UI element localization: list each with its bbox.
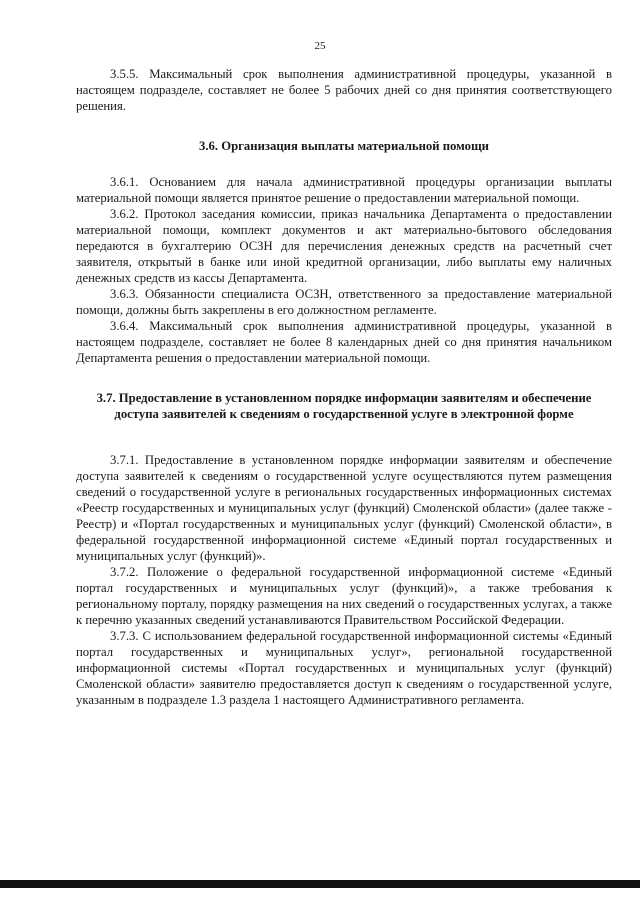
section-heading-3-7: 3.7. Предоставление в установленном порядке информации заявителям и обеспечение доступа заявителей к сведениям о государственной услуге в электронной форме: [96, 391, 592, 421]
paragraph-3-6-4: 3.6.4. Максимальный срок выполнения административной процедуры, указанной в настоящем подразделе, составляет не более 8 календарных дней со дня принятия начальником Департамента решения о предоставлении материальной помощи.: [76, 319, 612, 365]
section-heading-3-6: 3.6. Организация выплаты материальной помощи: [199, 139, 489, 153]
page-number: 25: [314, 40, 326, 52]
bottom-scan-border: [0, 880, 640, 888]
paragraph-3-6-3: 3.6.3. Обязанности специалиста ОСЗН, ответственного за предоставление материальной помощи, должны быть закреплены в его должностном регламенте.: [76, 287, 612, 317]
paragraph-3-7-1: 3.7.1. Предоставление в установленном порядке информации заявителям и обеспечение доступа заявителей к сведениям о государственной услуге осуществляются путем размещения сведений о государственной услуге в региональных государственных информационных системах «Реестр государственных и муниципальных услуг (функций) Смоленской области» (далее также - Реестр) и «Портал государственных и муниципальных услуг (функций) Смоленской области», в федеральной государственной информационной системе «Единый портал государственных и муниципальных услуг (функций)».: [76, 453, 612, 563]
paragraph-3-6-2: 3.6.2. Протокол заседания комиссии, приказ начальника Департамента о предоставлении материальной помощи, комплект документов и акт материально-бытового обследования передаются в бухгалтерию ОСЗН для перечисления денежных средств на расчетный счет заявителя, открытый в банке или иной кредитной организации, либо выплаты ему наличных денежных средств из кассы Департамента.: [76, 207, 612, 285]
paragraph-3-5-5: 3.5.5. Максимальный срок выполнения административной процедуры, указанной в настоящем подразделе, составляет не более 5 рабочих дней со дня принятия соответствующего решения.: [76, 67, 612, 113]
paragraph-3-7-3: 3.7.3. С использованием федеральной государственной информационной системы «Единый портал государственных и муниципальных услуг», региональной государственной информационной системы «Портал государственных и муниципальных услуг (функций) Смоленской области» заявителю предоставляется доступ к сведениям о государственной услуге, указанным в подразделе 1.3 раздела 1 настоящего Административного регламента.: [76, 629, 612, 707]
paragraph-3-6-1: 3.6.1. Основанием для начала административной процедуры организации выплаты материальной помощи является принятое решение о предоставлении материальной помощи.: [76, 175, 612, 205]
paragraph-3-7-2: 3.7.2. Положение о федеральной государственной информационной системе «Единый портал государственных и муниципальных услуг (функций)», а также требования к региональному порталу, порядку размещения на них сведений о государственных услугах, а также к перечню указанных сведений устанавливаются Правительством Российской Федерации.: [76, 565, 612, 627]
document-body: [76, 66, 612, 708]
